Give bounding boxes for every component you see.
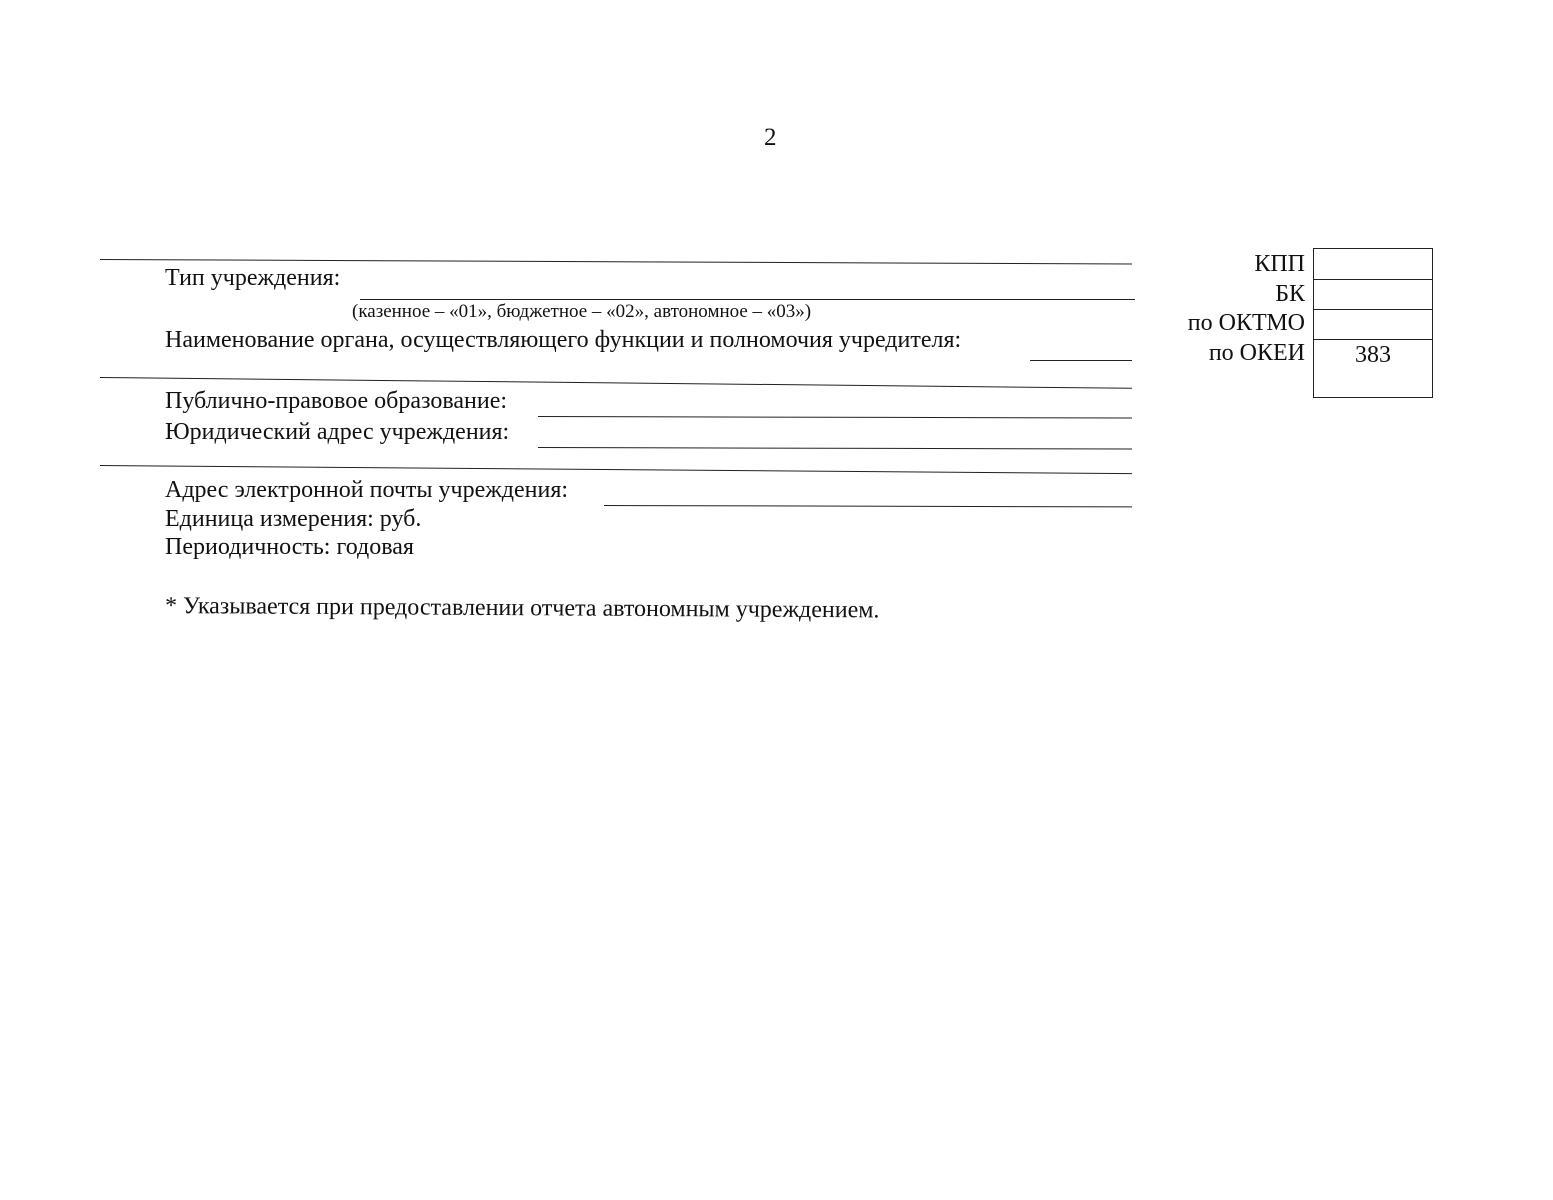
public-entity-label: Публично-правовое образование: <box>165 388 508 414</box>
founder-body-label: Наименование органа, осуществляющего функции и полномочия учредителя: <box>165 327 962 353</box>
okei-label: по ОКЕИ <box>1208 340 1305 366</box>
legal-address-continuation-line[interactable] <box>100 465 1132 474</box>
email-label: Адрес электронной почты учреждения: <box>165 477 569 503</box>
institution-type-hint: (казенное – «01», бюджетное – «02», автономное – «03») <box>352 301 812 322</box>
public-entity-field[interactable] <box>538 416 1132 419</box>
legal-address-field[interactable] <box>538 447 1132 450</box>
okei-value-cell[interactable]: 383 <box>1355 342 1391 368</box>
email-field[interactable] <box>604 505 1132 507</box>
oktmo-value-cell[interactable] <box>1314 310 1432 340</box>
codes-box <box>1313 248 1433 398</box>
kpp-label: КПП <box>1254 251 1305 277</box>
unit-label: Единица измерения: руб. <box>165 506 422 532</box>
bk-label: БК <box>1275 281 1305 307</box>
legal-address-label: Юридический адрес учреждения: <box>165 419 510 445</box>
kpp-value-cell[interactable] <box>1314 249 1432 280</box>
founder-body-field[interactable] <box>1030 360 1132 361</box>
institution-type-label: Тип учреждения: <box>165 265 341 291</box>
bk-value-cell[interactable] <box>1314 280 1432 310</box>
page-number: 2 <box>764 124 777 151</box>
periodicity-label: Периодичность: годовая <box>165 534 414 560</box>
oktmo-label: по ОКТМО <box>1187 310 1305 336</box>
footnote: * Указывается при предоставлении отчета автономным учреждением. <box>164 593 880 624</box>
institution-type-field[interactable] <box>360 299 1135 300</box>
